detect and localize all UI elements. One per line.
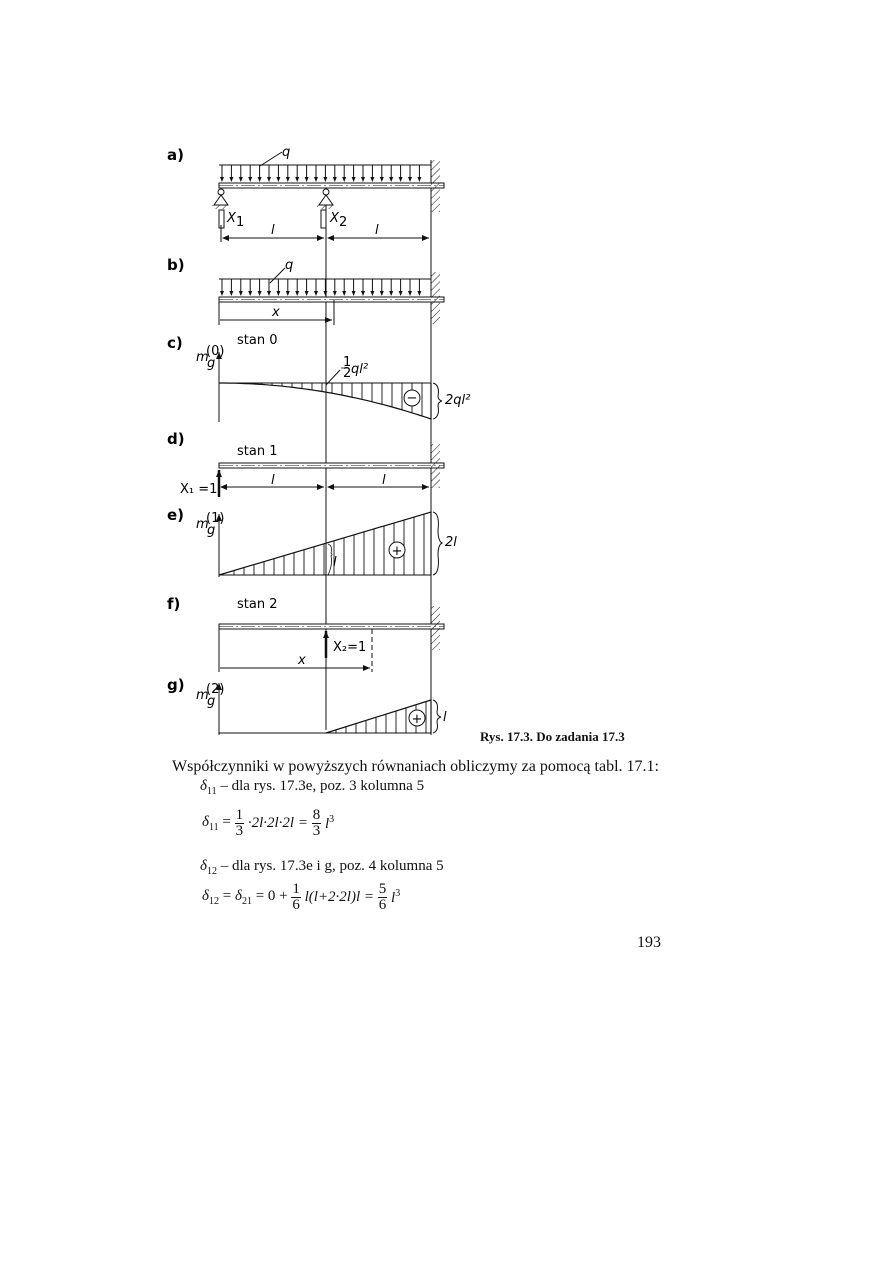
distributed-load-a xyxy=(219,165,431,182)
d12-reference: $\delta_{12}$ – dla rys. 17.3e i g, poz. 4 kolumna 5 xyxy=(200,858,444,877)
svg-text:(0): (0) xyxy=(206,344,225,359)
svg-text:2: 2 xyxy=(343,366,352,381)
value-2l: 2l xyxy=(445,535,457,550)
value-l-g: l xyxy=(443,710,447,725)
d11-reference: $\delta_{11}$ – dla rys. 17.3e, poz. 3 kolumna 5 xyxy=(200,778,425,797)
wall-support-b xyxy=(431,272,440,324)
svg-text:1: 1 xyxy=(343,355,352,370)
equation-d12: $\delta_{12} = \delta_{21} = 0 + \frac{1}{6} l(l+2\cdot 2l)l = \frac{5}{6} l^3$ xyxy=(202,881,401,913)
svg-text:X: X xyxy=(330,211,339,226)
svg-text:l: l xyxy=(382,473,386,488)
svg-text:+: + xyxy=(411,712,423,727)
panel-label-a: a) xyxy=(167,146,184,164)
svg-text:2: 2 xyxy=(339,215,348,230)
panel-label-f: f) xyxy=(167,595,181,613)
panel-label-d: d) xyxy=(167,430,185,448)
svg-text:(1): (1) xyxy=(206,511,225,526)
wall-support-a xyxy=(431,160,440,212)
panel-label-e: e) xyxy=(167,506,185,524)
distance-x-b: x xyxy=(272,305,280,320)
svg-text:−: − xyxy=(406,391,418,406)
state-1-label: stan 1 xyxy=(237,444,278,459)
svg-text:m: m xyxy=(196,517,209,532)
svg-text:g: g xyxy=(207,694,216,709)
wall-support-d xyxy=(431,444,440,488)
svg-text:m: m xyxy=(196,688,209,703)
equation-d11: $\delta_{11} = \frac{1}{3} \cdot 2l\cdot 2l\cdot 2l = \frac{8}{3} l^3$ xyxy=(202,807,335,839)
load-label-a: q xyxy=(282,145,291,160)
moment-diagram-0 xyxy=(219,383,431,419)
state-2-label: stan 2 xyxy=(237,597,278,612)
distance-x-f: x xyxy=(298,653,306,668)
value-2ql2: 2ql² xyxy=(445,393,471,408)
reaction-arrow-x2 xyxy=(321,210,326,228)
span-label-1: l xyxy=(271,223,275,238)
pin-support-left xyxy=(212,189,230,209)
page-number: 193 xyxy=(637,934,661,951)
svg-text:1: 1 xyxy=(236,215,245,230)
value-half-ql2: ql² xyxy=(351,362,369,377)
distributed-load-b xyxy=(219,279,431,296)
svg-text:m: m xyxy=(196,350,209,365)
unit-load-x2-label: X₂=1 xyxy=(333,640,367,655)
figure-caption: Rys. 17.3. Do zadania 17.3 xyxy=(480,729,625,744)
svg-text:+: + xyxy=(391,544,403,559)
span-label-2: l xyxy=(375,223,379,238)
pin-support-middle xyxy=(317,189,335,209)
intro-paragraph: Współczynniki w powyższych równaniach obliczymy za pomocą tabl. 17.1: xyxy=(172,758,659,775)
svg-text:g: g xyxy=(207,356,216,371)
svg-text:l: l xyxy=(271,473,275,488)
load-label-b: q xyxy=(285,258,294,273)
panel-label-g: g) xyxy=(167,676,185,694)
value-l-e: l xyxy=(333,555,337,570)
svg-text:g: g xyxy=(207,523,216,538)
state-0-label: stan 0 xyxy=(237,333,278,348)
panel-label-b: b) xyxy=(167,256,185,274)
panel-label-c: c) xyxy=(167,334,183,352)
svg-text:(2): (2) xyxy=(206,682,225,697)
unit-load-x1-label: X₁ =1 xyxy=(180,482,218,497)
svg-text:X: X xyxy=(227,211,236,226)
wall-support-f xyxy=(431,606,440,650)
